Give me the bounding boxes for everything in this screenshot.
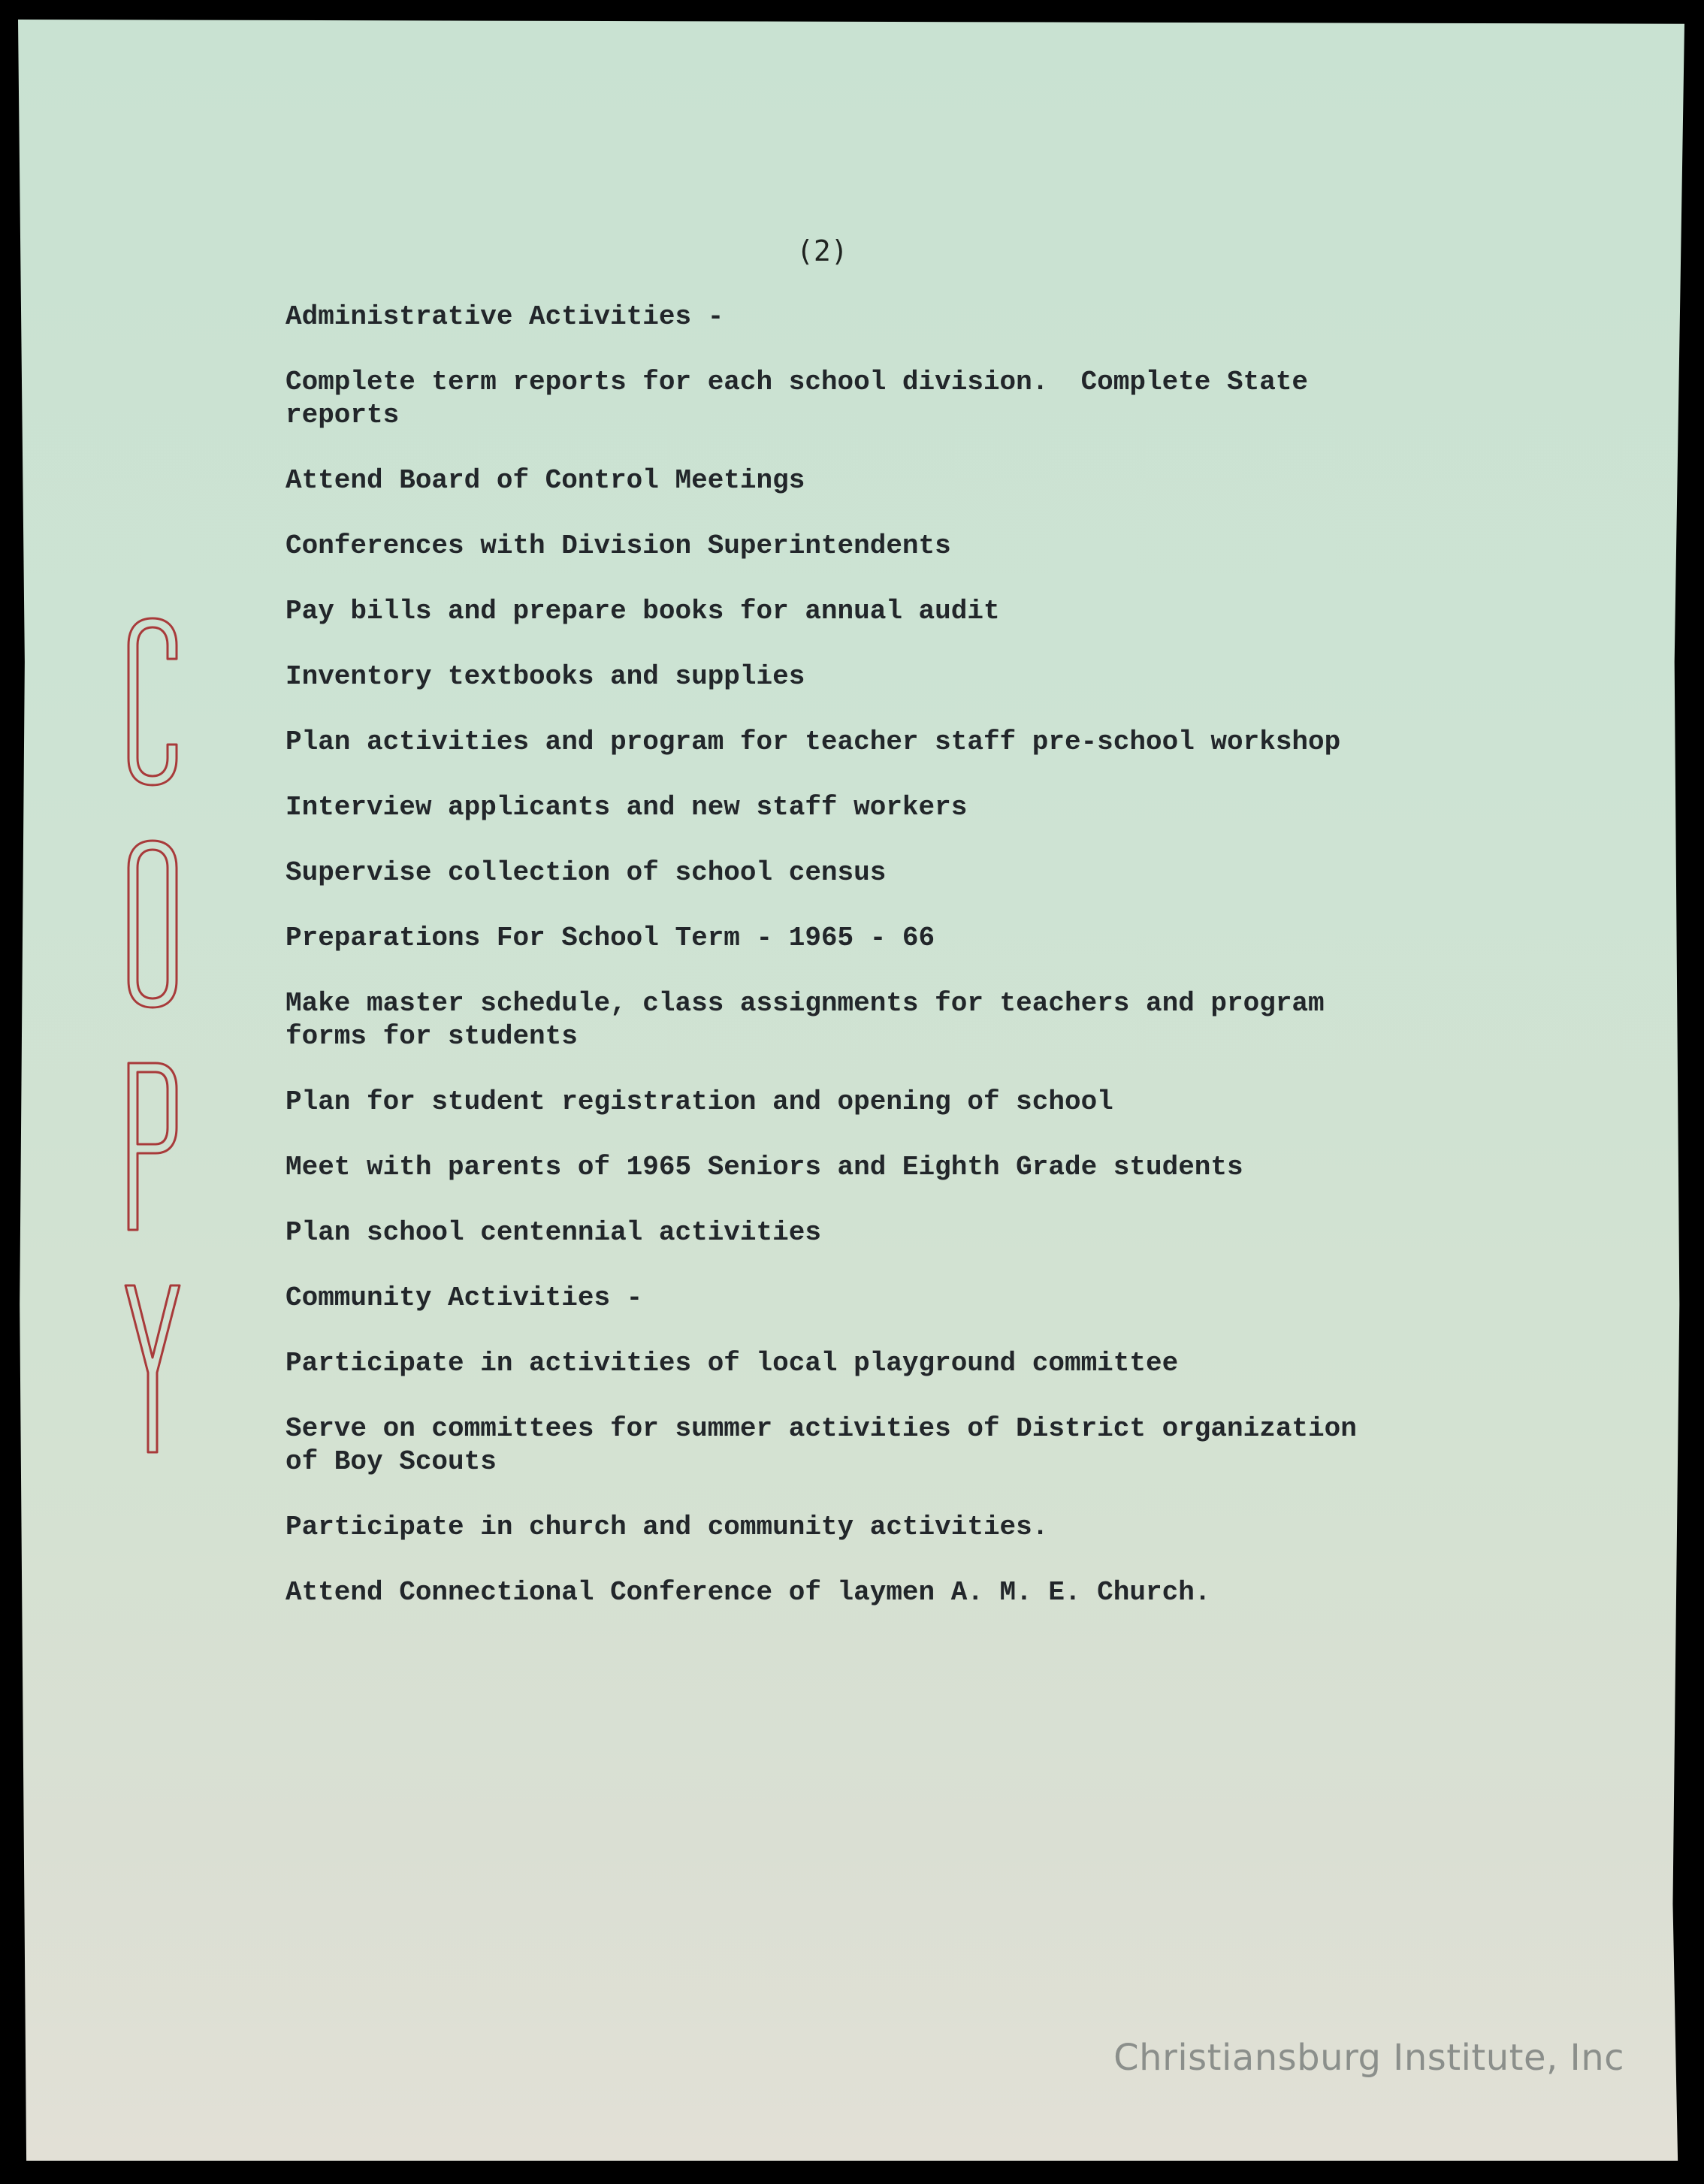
- section-heading-preparations: Preparations For School Term - 1965 - 66: [286, 923, 935, 953]
- list-item: Attend Board of Control Meetings: [286, 465, 805, 496]
- section-heading-community: Community Activities -: [286, 1282, 643, 1313]
- list-item: Inventory textbooks and supplies: [286, 661, 805, 692]
- list-item: Plan school centennial activities: [286, 1217, 821, 1248]
- list-item: Complete term reports for each school division. Complete State reports: [286, 367, 1309, 430]
- list-item: Interview applicants and new staff workers: [286, 792, 968, 823]
- copy-stamp: [116, 612, 192, 1499]
- list-item: Plan for student registration and opening of school: [286, 1086, 1113, 1117]
- stamp-letter-p: [128, 1063, 177, 1230]
- stamp-letter-y: [125, 1285, 180, 1452]
- list-item: Make master schedule, class assignments for teachers and program forms for students: [286, 988, 1325, 1052]
- stamp-letter-o: [128, 841, 177, 1007]
- list-item: Pay bills and prepare books for annual audit: [286, 596, 1000, 627]
- list-item: Participate in activities of local playground committee: [286, 1348, 1179, 1379]
- stamp-letter-c: [128, 618, 177, 785]
- list-item: Conferences with Division Superintendents: [286, 530, 951, 561]
- list-item: Serve on committees for summer activities of District organization of Boy Scouts: [286, 1413, 1357, 1477]
- list-item: Meet with parents of 1965 Seniors and Eighth Grade students: [286, 1152, 1243, 1183]
- document-body: [286, 301, 1412, 1642]
- list-item: Supervise collection of school census: [286, 857, 887, 888]
- page-number: (2): [796, 234, 848, 267]
- section-heading-administrative: Administrative Activities -: [286, 301, 724, 332]
- list-item: Attend Connectional Conference of laymen A. M. E. Church.: [286, 1577, 1211, 1608]
- watermark-text: Christiansburg Institute, Inc: [1113, 2037, 1624, 2079]
- list-item: Participate in church and community activities.: [286, 1512, 1049, 1542]
- list-item: Plan activities and program for teacher staff pre-school workshop: [286, 726, 1341, 757]
